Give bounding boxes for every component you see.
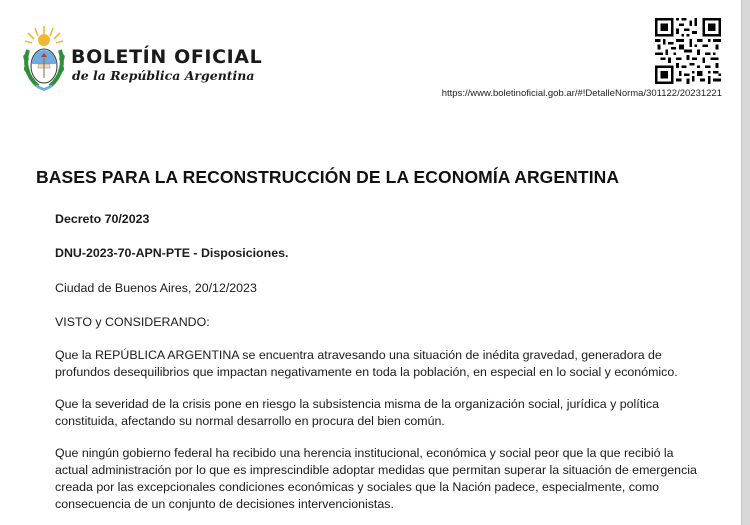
place-date: Ciudad de Buenos Aires, 20/12/2023	[55, 281, 257, 295]
document-body	[55, 211, 705, 513]
decree-reference: DNU-2023-70-APN-PTE - Disposiciones.	[55, 246, 289, 260]
page-title: BASES PARA LA RECONSTRUCCIÓN DE LA ECONOMÍA ARGENTINA	[36, 167, 620, 187]
paragraph: Que ningún gobierno federal ha recibido una herencia institucional, económica y social peor que la que recibió la actual administración por lo que es imprescindible adoptar medidas que permitan superar la situación de emergencia creada por las excepcionales condiciones económicas y sociales que la Nación padece, especialmente, como consecuencia de un conjunto de decisiones intervencionistas.	[55, 446, 697, 511]
paragraph: Que la severidad de la crisis pone en riesgo la subsistencia misma de la organización social, jurídica y política constituida, afectando su normal desarrollo en procura del bien común.	[55, 397, 660, 428]
brand-subtitle: de la República Argentina	[72, 68, 255, 83]
brand-title: BOLETÍN OFICIAL	[71, 46, 263, 68]
qr-code-icon	[655, 18, 721, 84]
argentina-coat-of-arms-icon	[22, 24, 66, 92]
preamble: VISTO y CONSIDERANDO:	[55, 315, 210, 329]
scrollbar-track[interactable]	[741, 0, 750, 525]
document-url[interactable]: https://www.boletinoficial.gob.ar/#!DetalleNorma/301122/20231221	[441, 88, 722, 99]
decree-number: Decreto 70/2023	[55, 212, 150, 226]
paragraph: Que la REPÚBLICA ARGENTINA se encuentra atravesando una situación de inédita gravedad, generadora de profundos desequilibrios que impactan negativamente en toda la población, en especial en lo social y económico.	[55, 348, 678, 379]
